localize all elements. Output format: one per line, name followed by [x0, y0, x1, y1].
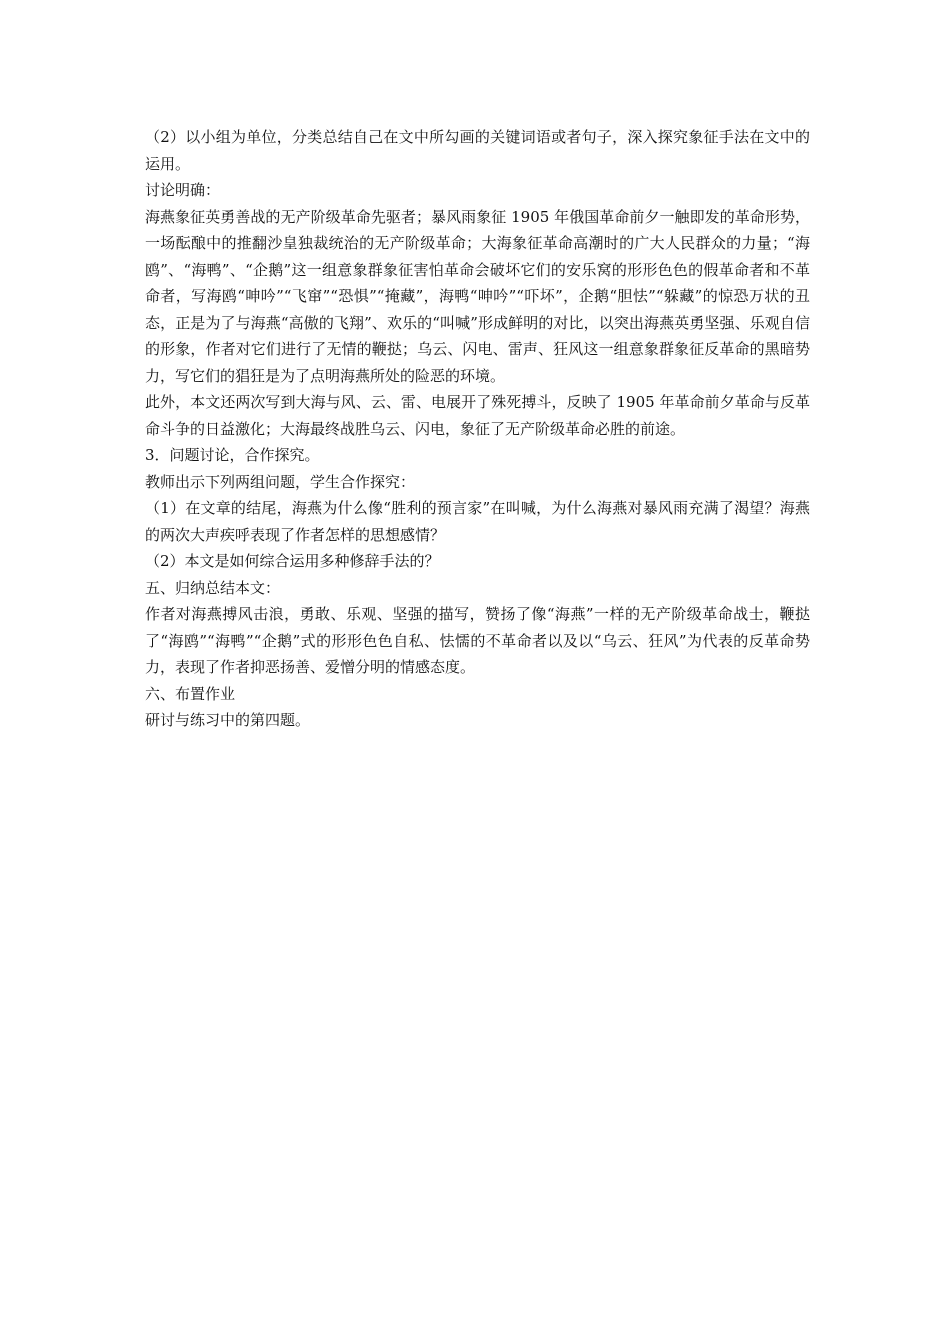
section-heading-homework: 六、布置作业 — [145, 684, 236, 703]
paragraph-summary: 作者对海燕搏风击浪，勇敢、乐观、坚强的描写，赞扬了像“海燕”一样的无产阶级革命战士，鞭挞了“海鸥”“海鸭”“企鹅”式的形形色色自私、怯懦的不革命者以及以“乌云、狂风”为代表的反革命势力，表现了作者抑恶扬善、爱憎分明的情感态度。 — [145, 605, 810, 676]
paragraph-teacher-questions: 教师出示下列两组问题，学生合作探究： — [145, 472, 416, 491]
paragraph-symbolism-analysis: 海燕象征英勇善战的无产阶级革命先驱者；暴风雨象征 1905 年俄国革命前夕一触即发的革命形势，一场酝酿中的推翻沙皇独裁统治的无产阶级革命；大海象征革命高潮时的广大人民群众的力量；“海鸥”、“海鸭”、“企鹅”这一组意象群象征害怕革命会破坏它们的安乐窝的形形色色的假革命者和不革命者，写海鸥“呻吟”“飞窜”“恐惧”“掩藏”，海鸭“呻吟”“吓坏”，企鹅“胆怯”“躲藏”的惊恐万状的丑态，正是为了与海燕“高傲的飞翔”、欢乐的“叫喊”形成鲜明的对比，以突出海燕英勇坚强、乐观自信的形象，作者对它们进行了无情的鞭挞；乌云、闪电、雷声、狂风这一组意象群象征反革命的黑暗势力，写它们的猖狂是为了点明海燕所处的险恶的环境。 — [145, 207, 810, 385]
paragraph-homework: 研讨与练习中的第四题。 — [145, 711, 311, 729]
paragraph-additional-analysis: 此外，本文还两次写到大海与风、云、雷、电展开了殊死搏斗，反映了 1905 年革命前夕革命与反革命斗争的日益激化；大海最终战胜乌云、闪电，象征了无产阶级革命必胜的前途。 — [145, 393, 810, 438]
section-heading-summary: 五、归纳总结本文： — [145, 578, 281, 597]
paragraph-task-2: （2）以小组为单位，分类总结自己在文中所勾画的关键词语或者句子，深入探究象征手法在文中的运用。 — [145, 128, 810, 173]
section-heading-discussion: 3．问题讨论，合作探究。 — [145, 446, 320, 464]
question-2: （2）本文是如何综合运用多种修辞手法的？ — [145, 552, 440, 570]
document-body — [145, 124, 810, 734]
question-1: （1）在文章的结尾，海燕为什么像“胜利的预言家”在叫喊，为什么海燕对暴风雨充满了渴望？海燕的两次大声疾呼表现了作者怎样的思想感情？ — [145, 499, 810, 544]
paragraph-discussion-heading: 讨论明确： — [145, 181, 221, 199]
